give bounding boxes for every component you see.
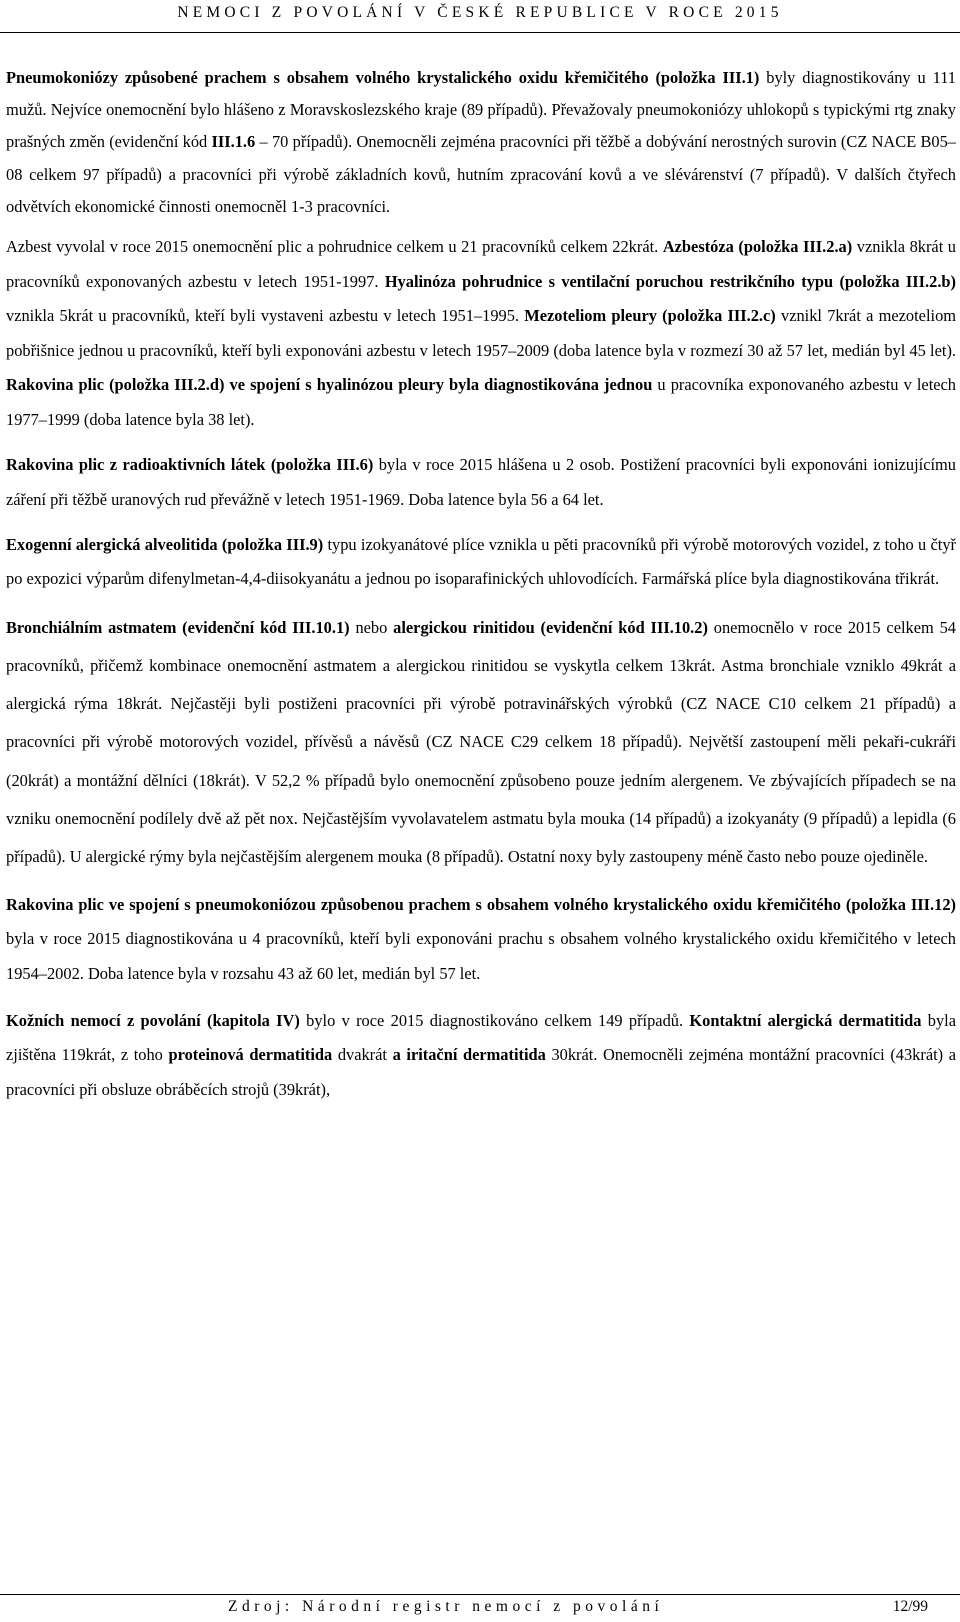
paragraph-radioactive: [6, 447, 956, 517]
text-run: u pracovníka exponovaného azbestu v letech 1977–1999 (doba latence byla 38 let).: [6, 375, 956, 429]
running-header: NEMOCI Z POVOLÁNÍ V ČESKÉ REPUBLICE V ROCE 2015: [177, 4, 783, 21]
bold-term: Mezoteliom pleury (položka III.2.c): [524, 306, 776, 326]
running-footer: [228, 1598, 928, 1616]
text-run: vznikla 5krát u pracovníků, kteří byli vystaveni azbestu v letech 1951–1995.: [6, 306, 525, 326]
bold-term: alergickou rinitidou (evidenční kód III.10.2): [393, 617, 708, 637]
bold-term: Kontaktní alergická dermatitida: [689, 1010, 922, 1030]
text-run: byly diagnostikovány u 111 mužů. Nejvíce onemocnění bylo hlášeno z Moravskoslezského kraje (89 případů). Převažovaly pneumokoniózy uhlokopů s typickými rtg znaky prašných změn (evidenční kód: [6, 68, 956, 152]
text-run: – 70 případů). Onemocněli zejména pracovníci při těžbě a dobývání nerostných surovin (CZ NACE B05–08 celkem 97 případů) a pracovníci při výrobě základních kovů, hutním zpracování kovů a ve slévárenství (7 případů). V dalších čtyřech odvětvích ekonomické činnosti onemocněl 1-3 pracovníci.: [6, 132, 956, 216]
paragraph-alveolitis: [6, 528, 956, 596]
text-run: nebo: [349, 617, 394, 637]
text-run: dvakrát: [332, 1045, 393, 1065]
bold-term: Pneumokoniózy způsobené prachem s obsahem volného krystalického oxidu křemičitého (položka III.1): [6, 68, 760, 87]
paragraph-asbestos: [6, 230, 956, 438]
document-body: [6, 62, 956, 1107]
page-number: 12/99: [892, 1598, 928, 1615]
paragraph-silicosis: [6, 62, 956, 223]
text-run: bylo v roce 2015 diagnostikováno celkem 149 případů.: [299, 1010, 690, 1030]
bold-term: Rakovina plic (položka III.2.d) ve spojení s hyalinózou pleury byla diagnostikována jednou: [6, 375, 653, 395]
bold-term: Rakovina plic ve spojení s pneumokoniózou způsobenou prachem s obsahem volného krystalického oxidu křemičitého (položka III.12): [6, 894, 956, 914]
footer-rule: [0, 1594, 960, 1595]
bold-term: III.1.6: [211, 132, 256, 152]
bold-term: Kožních nemocí z povolání (kapitola IV): [6, 1010, 300, 1030]
bold-term: a iritační dermatitida: [392, 1045, 546, 1065]
header-rule: [0, 32, 960, 33]
text-run: 30krát. Onemocněli zejména montážní pracovníci (43krát) a pracovníci při obsluze obráběcích strojů (39krát),: [6, 1045, 956, 1099]
bold-term: Bronchiálním astmatem (evidenční kód III.10.1): [6, 617, 350, 637]
text-run: byla zjištěna 119krát, z toho: [6, 1010, 957, 1065]
text-run: typu izokyanátové plíce vznikla u pěti pracovníků při výrobě motorových vozidel, z toho u čtyř po expozici výparům difenylmetan-4,4-diisokyanátu a jednou po isoparafinických uhlovodících. Farmářská plíce byla diagnostikována třikrát.: [6, 534, 956, 588]
bold-term: Exogenní alergická alveolitida (položka III.9): [6, 534, 324, 554]
text-run: byla v roce 2015 diagnostikována u 4 pracovníků, kteří byli exponováni prachu s obsahem volného krystalického oxidu křemičitého v letech 1954–2002. Doba latence byla v rozsahu 43 až 60 let, medián byl 57 let.: [6, 929, 956, 984]
paragraph-lung-cancer-silica: [6, 888, 956, 992]
text-run: vznikl 7krát a mezoteliom pobřišnice jednou u pracovníků, kteří byli exponováni azbestu v letech 1957–2009 (doba latence byla v rozmezí 30 až 57 let, medián byl 45 let).: [6, 306, 957, 360]
paragraph-asthma: [6, 609, 956, 877]
text-run: Azbest vyvolal v roce 2015 onemocnění plic a pohrudnice celkem u 21 pracovníků celkem 22krát.: [6, 237, 663, 257]
text-run: onemocnělo v roce 2015 celkem 54 pracovníků, přičemž kombinace onemocnění astmatem a alergickou rinitidou se vyskytla celkem 13krát. Astma bronchiale vzniklo 49krát a alergická rýma 18krát. Nejčastěji byli postiženi pracovníci při výrobě potravinářských výrobků (CZ NACE C10 celkem 21 případů) a pracovníci při výrobě motorových vozidel, přívěsů a návěsů (CZ NACE C29 celkem 18 případů). Největší zastoupení měli pekaři-cukráři (20krát) a montážní dělníci (18krát). V 52,2 % případů bylo onemocnění způsobeno pouze jedním alergenem. Ve zbývajících případech se na vzniku onemocnění podílely dvě až pět nox. Nejčastějším vyvolavatelem astmatu byla mouka (14 případů) a izokyanáty (9 případů) a lepidla (6 případů). U alergické rýmy byla nejčastějším alergenem mouka (8 případů). Ostatní noxy byly zastoupeny méně často nebo pouze ojediněle.: [6, 617, 956, 867]
bold-term: proteinová dermatitida: [168, 1045, 333, 1065]
text-run: byla v roce 2015 hlášena u 2 osob. Postižení pracovníci byli exponováni ionizujícímu záření při těžbě uranových rud převážně v letech 1951-1969. Doba latence byla 56 a 64 let.: [6, 454, 956, 509]
bold-term: Azbestóza (položka III.2.a): [662, 237, 853, 257]
text-run: vznikla 8krát u pracovníků exponovaných azbestu v letech 1951-1997.: [6, 237, 956, 291]
paragraph-skin-diseases: [6, 1004, 956, 1108]
bold-term: Hyalinóza pohrudnice s ventilační poruchou restrikčního typu (položka III.2.b): [384, 271, 956, 291]
bold-term: Rakovina plic z radioaktivních látek (položka III.6): [6, 454, 374, 474]
footer-source: Zdroj: Národní registr nemocí z povolání: [228, 1598, 664, 1615]
